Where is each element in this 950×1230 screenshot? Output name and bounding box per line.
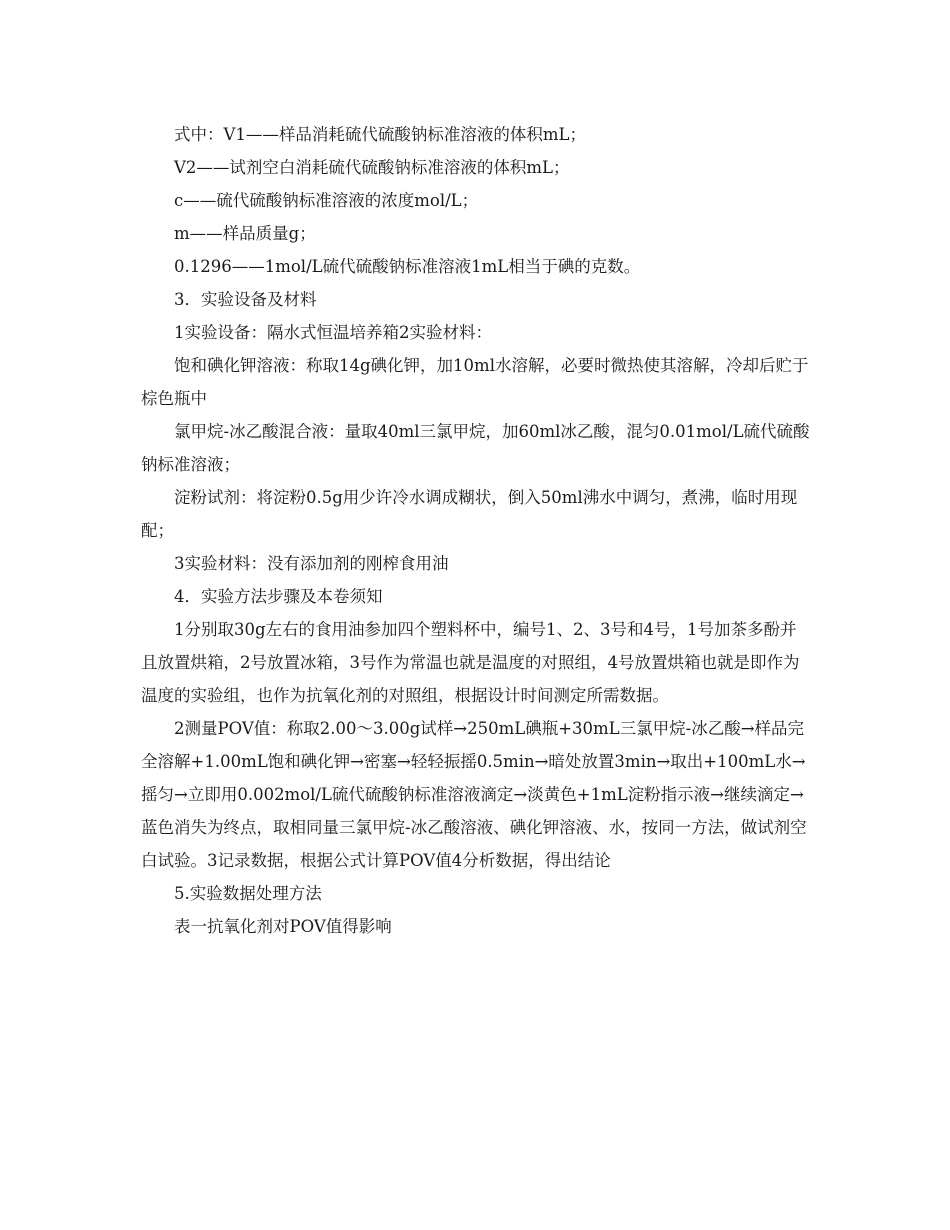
paragraph-equipment: 1实验设备：隔水式恒温培养箱2实验材料： [174,323,492,342]
table-caption: 表一抗氧化剂对POV值得影响 [174,917,392,936]
paragraph-method-step2: 2测量POV值：称取2.00～3.00g试样→250mL碘瓶+30mL三氯甲烷-冰乙酸→样品完全溶解+1.00mL饱和碘化钾→密塞→轻轻振摇0.5min→暗处放置3min→取出+100mL水→摇匀→立即用0.002mol/L硫代硫酸钠标准溶液滴定→淡黄色+1mL淀粉指示液→继续滴定→蓝色消失为终点，取相同量三氯甲烷-冰乙酸溶液、碘化钾溶液、水，按同一方法，做试剂空白试验。3记录数据，根据公式计算POV值4分析数据，得出结论 [141,719,807,870]
paragraph-formula-v2: V2——试剂空白消耗硫代硫酸钠标准溶液的体积mL； [174,158,570,177]
paragraph-formula-constant: 0.1296——1mol/L硫代硫酸钠标准溶液1mL相当于碘的克数。 [174,257,641,276]
section-heading-methods: 4．实验方法步骤及本卷须知 [174,587,383,606]
paragraph-chloroform-mix: 氯甲烷-冰乙酸混合液：量取40ml三氯甲烷，加60ml冰乙酸，混匀0.01mol/L硫代硫酸钠标准溶液； [141,422,810,474]
document-body [141,118,811,943]
paragraph-formula-m: m——样品质量g； [174,224,316,243]
paragraph-formula-c: c——硫代硫酸钠标准溶液的浓度mol/L； [174,191,479,210]
paragraph-formula-v1: 式中：V1——样品消耗硫代硫酸钠标准溶液的体积mL； [174,125,587,144]
section-heading-equipment: 3．实验设备及材料 [174,290,317,309]
section-heading-data-processing: 5.实验数据处理方法 [174,884,322,903]
paragraph-starch-reagent: 淀粉试剂：将淀粉0.5g用少许冷水调成糊状，倒入50ml沸水中调匀，煮沸，临时用现配； [141,488,798,540]
paragraph-materials: 3实验材料：没有添加剂的刚榨食用油 [174,554,449,573]
paragraph-potassium-iodide: 饱和碘化钾溶液：称取14g碘化钾，加10ml水溶解，必要时微热使其溶解，冷却后贮于棕色瓶中 [141,356,809,408]
paragraph-method-step1: 1分别取30g左右的食用油参加四个塑料杯中，编号1、2、3号和4号，1号加茶多酚并且放置烘箱，2号放置冰箱，3号作为常温也就是温度的对照组，4号放置烘箱也就是即作为温度的实验组，也作为抗氧化剂的对照组，根据设计时间测定所需数据。 [141,620,800,705]
